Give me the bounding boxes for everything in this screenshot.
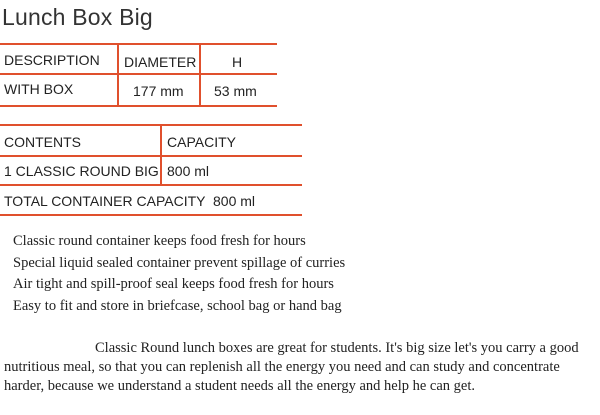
content-capacity: 800 ml — [167, 163, 210, 179]
description-paragraph: Classic Round lunch boxes are great for students. It's big size let's you carry a good nutritious meal, so that you can replenish all the energy you need and can study and concentrate harder, because we understand a student needs all the energy and help he can get. — [4, 340, 579, 394]
table-rule — [0, 73, 277, 75]
header-capacity: CAPACITY — [167, 134, 236, 150]
list-item: Air tight and spill-proof seal keeps food fresh for hours — [13, 276, 334, 292]
table-rule — [0, 214, 302, 216]
list-item: Special liquid sealed container prevent spillage of curries — [13, 254, 346, 271]
table-rule — [0, 124, 302, 126]
table-rule — [0, 105, 277, 107]
height-value: 53 mm — [214, 83, 257, 99]
table-divider — [199, 43, 201, 106]
list-item: Classic round container keeps food fresh for hours — [13, 233, 306, 249]
table-rule — [0, 155, 302, 157]
table-rule — [0, 184, 302, 186]
page-title: Lunch Box Big — [2, 4, 153, 30]
table-divider — [117, 43, 119, 106]
header-description: DESCRIPTION — [4, 52, 100, 68]
table-rule — [0, 43, 277, 45]
row-label: WITH BOX — [4, 81, 74, 97]
diameter-value: 177 mm — [133, 83, 184, 99]
total-capacity: TOTAL CONTAINER CAPACITY 800 ml — [4, 193, 256, 209]
list-item: Easy to fit and store in briefcase, school bag or hand bag — [13, 297, 342, 314]
content-item: 1 CLASSIC ROUND BIG — [4, 163, 159, 179]
header-diameter: DIAMETER — [124, 54, 197, 70]
feature-list — [13, 231, 345, 317]
header-contents: CONTENTS — [4, 134, 81, 150]
header-height: H — [232, 54, 243, 70]
